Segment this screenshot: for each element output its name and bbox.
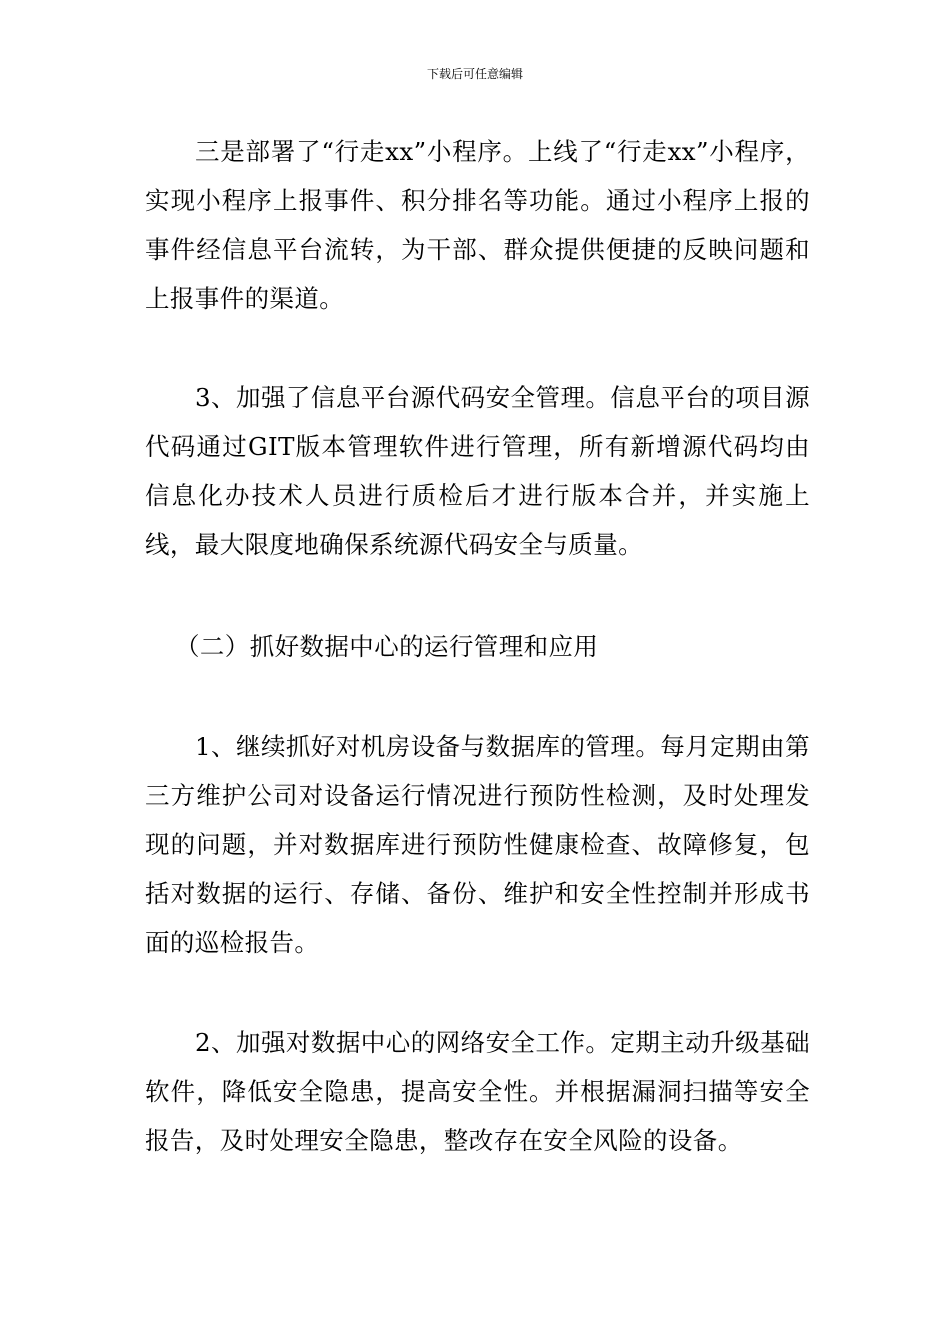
header-note: 下载后可任意编辑 — [426, 67, 523, 81]
paragraph-machine-room-management: 1、继续抓好对机房设备与数据库的管理。每月定期由第三方维护公司对设备运行情况进行预防性检测，及时处理发现的问题，并对数据库进行预防性健康检查、故障修复，包括对数据的运行、存储、备份、维护和安全性控制并形成书面的巡检报告。 — [145, 732, 810, 957]
paragraph-network-security: 2、加强对数据中心的网络安全工作。定期主动升级基础软件，降低安全隐患，提高安全性。并根据漏洞扫描等安全报告，及时处理安全隐患，整改存在安全风险的设备。 — [145, 1028, 810, 1155]
section-heading-data-center: （二）抓好数据中心的运行管理和应用 — [175, 632, 599, 661]
paragraph-source-code-security: 3、加强了信息平台源代码安全管理。信息平台的项目源代码通过GIT版本管理软件进行管理，所有新增源代码均由信息化办技术人员进行质检后才进行版本合并，并实施上线，最大限度地确保系统源代码安全与质量。 — [145, 383, 810, 559]
paragraph-mini-program: 三是部署了“行走xx”小程序。上线了“行走xx”小程序，实现小程序上报事件、积分排名等功能。通过小程序上报的事件经信息平台流转，为干部、群众提供便捷的反映问题和上报事件的渠道。 — [145, 137, 810, 313]
